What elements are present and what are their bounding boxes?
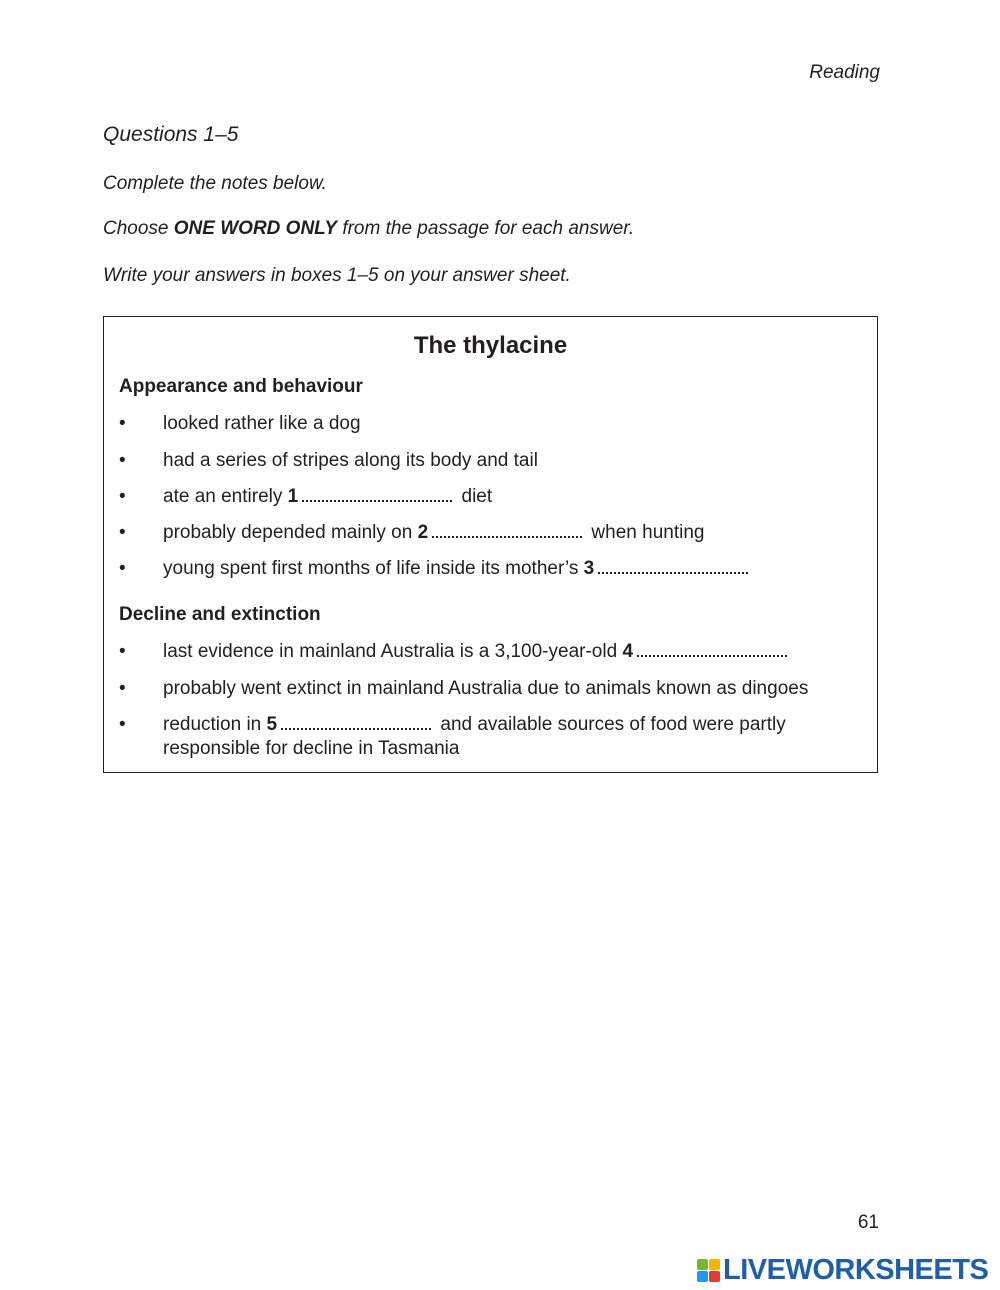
instruction-answer-sheet: Write your answers in boxes 1–5 on your answer sheet. <box>103 265 571 286</box>
bullet-icon: • <box>119 450 126 471</box>
list-item-text-before: probably depended mainly on <box>163 522 418 543</box>
list-item-text: looked rather like a dog <box>163 413 361 434</box>
list-item-text <box>163 640 864 664</box>
list-item-text <box>163 485 864 509</box>
answer-gap-4[interactable] <box>637 641 787 657</box>
running-head: Reading <box>809 62 880 83</box>
instruction-word-limit <box>103 218 634 240</box>
bullet-icon: • <box>119 641 126 662</box>
word-limit-emphasis: ONE WORD ONLY <box>173 218 338 239</box>
instruction-complete-notes: Complete the notes below. <box>103 173 327 194</box>
answer-gap-5[interactable] <box>281 714 431 730</box>
notes-box <box>103 316 878 773</box>
list-item-text: had a series of stripes along its body and tail <box>163 450 538 471</box>
section-heading-decline: Decline and extinction <box>119 604 321 625</box>
list-item-text-before: ate an entirely <box>163 486 288 507</box>
gap-number-2: 2 <box>417 522 429 543</box>
notes-title: The thylacine <box>413 332 568 359</box>
instruction-text: Choose <box>103 218 174 239</box>
logo-text: LIVEWORKSHEETS <box>723 1253 989 1286</box>
logo-blocks-icon <box>697 1259 720 1282</box>
answer-gap-1[interactable] <box>302 486 452 502</box>
answer-gap-3[interactable] <box>598 558 748 574</box>
bullet-icon: • <box>119 714 126 735</box>
section-heading-appearance: Appearance and behaviour <box>119 376 363 397</box>
bullet-icon: • <box>119 413 126 434</box>
bullet-icon: • <box>119 678 126 699</box>
gap-number-5: 5 <box>266 714 278 735</box>
gap-number-1: 1 <box>287 486 299 507</box>
list-item-text <box>163 557 864 581</box>
bullet-icon: • <box>119 558 126 579</box>
answer-gap-2[interactable] <box>432 522 582 538</box>
bullet-icon: • <box>119 522 126 543</box>
bullet-icon: • <box>119 486 126 507</box>
list-item-text <box>163 521 864 545</box>
list-item-text: probably went extinct in mainland Australia due to animals known as dingoes <box>163 678 809 699</box>
list-item-text-before: young spent first months of life inside its mother’s <box>163 558 584 579</box>
questions-heading: Questions 1–5 <box>103 123 239 146</box>
list-item-text-before: reduction in <box>163 714 267 735</box>
gap-number-4: 4 <box>622 641 634 662</box>
list-item-text-after: and available sources of food were partly responsible for decline in Tasmania <box>163 714 786 759</box>
gap-number-3: 3 <box>583 558 595 579</box>
list-item-text-after: diet <box>456 486 493 507</box>
liveworksheets-logo <box>697 1253 988 1287</box>
page-number: 61 <box>857 1212 879 1233</box>
instruction-text: from the passage for each answer. <box>337 218 635 239</box>
list-item-text-after: when hunting <box>586 522 705 543</box>
list-item-text <box>163 713 864 761</box>
list-item-text-before: last evidence in mainland Australia is a 3,100-year-old <box>163 641 623 662</box>
